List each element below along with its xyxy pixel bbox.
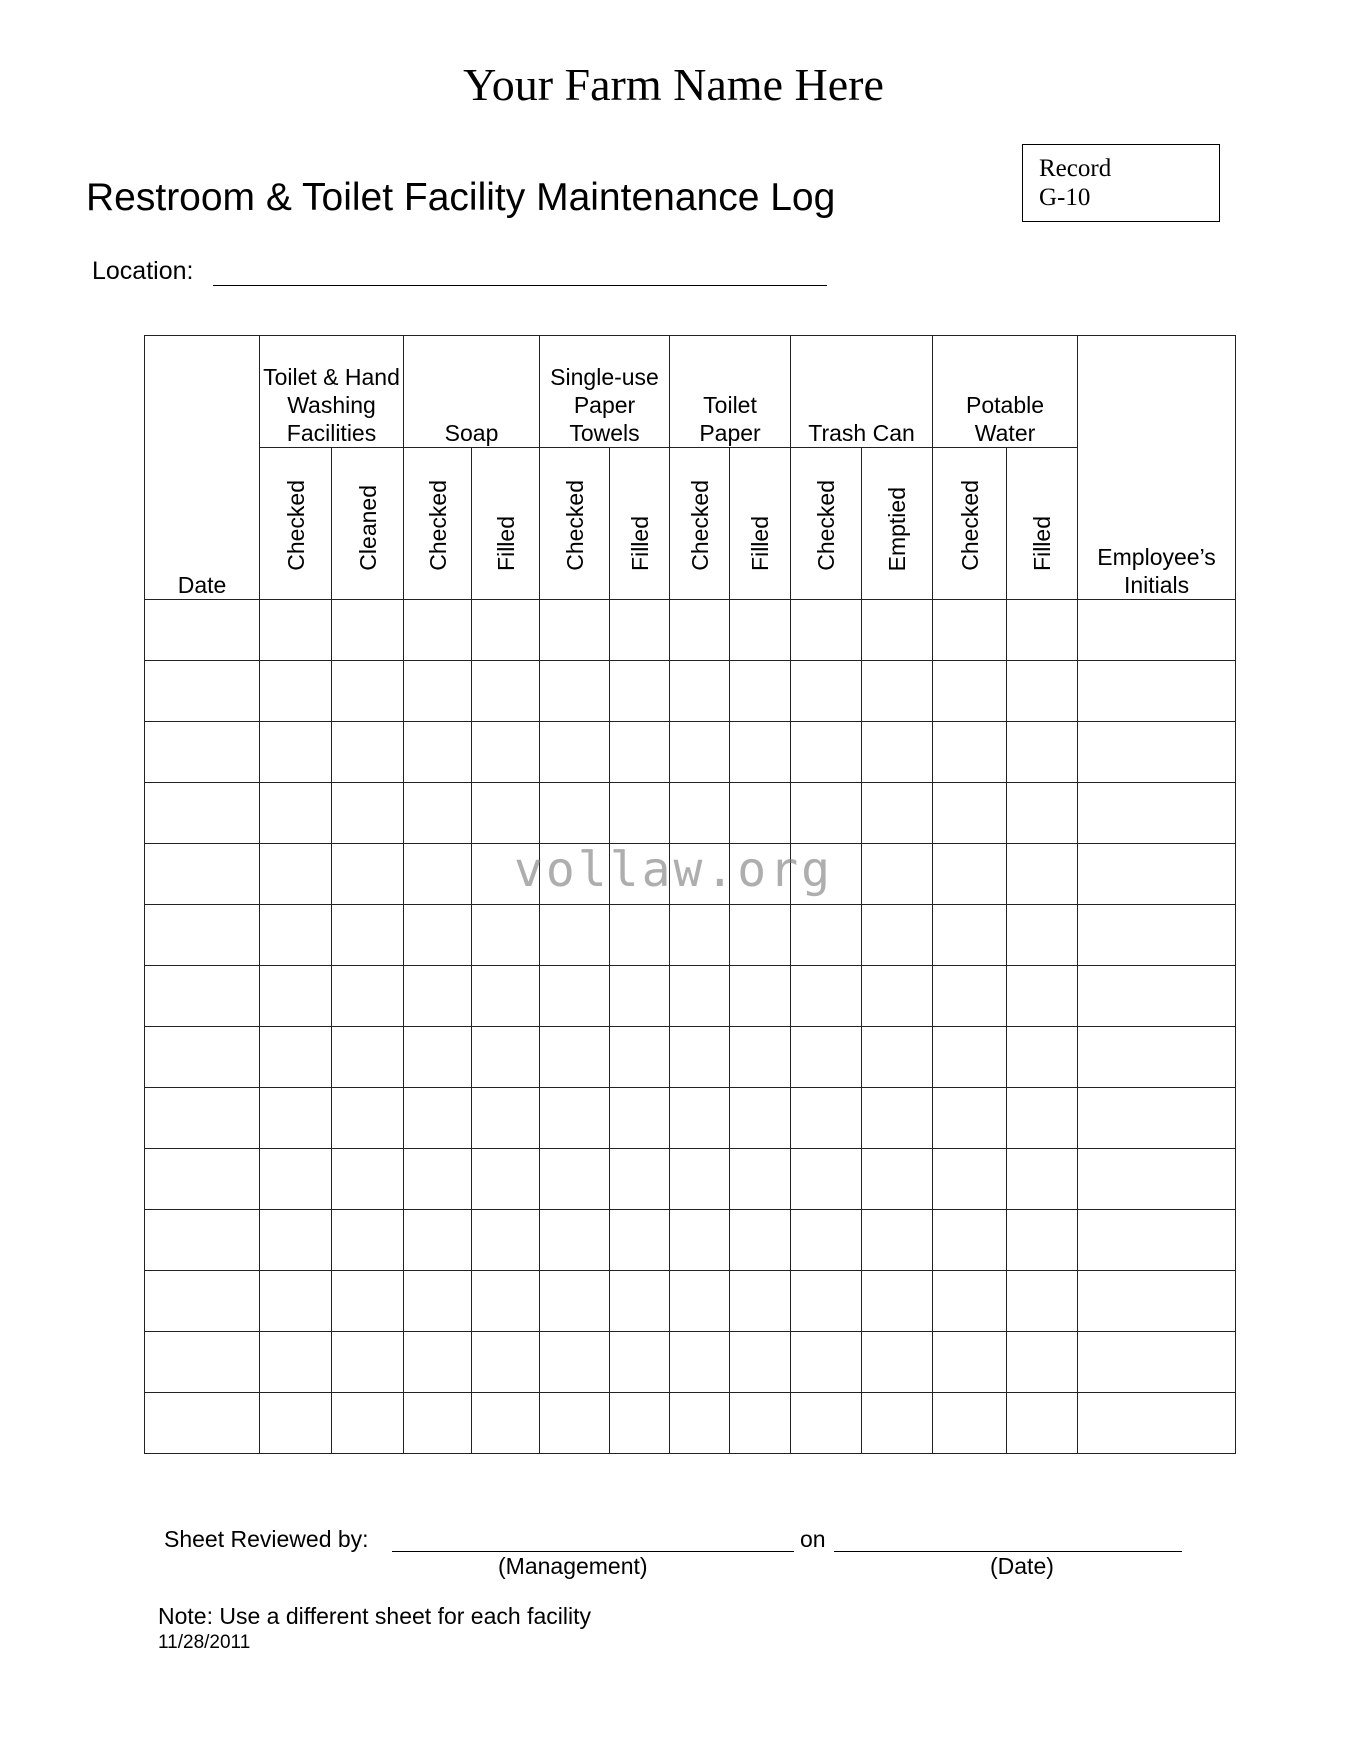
log-entry-cell[interactable] — [540, 966, 610, 1027]
log-entry-cell[interactable] — [933, 1149, 1007, 1210]
group-header-soap: Soap — [404, 336, 540, 448]
log-entry-cell[interactable] — [791, 600, 862, 661]
log-entry-cell[interactable] — [472, 1210, 540, 1271]
log-entry-cell[interactable] — [1007, 783, 1078, 844]
form-title: Restroom & Toilet Facility Maintenance Log — [86, 176, 836, 219]
log-entry-cell[interactable] — [1007, 1088, 1078, 1149]
log-entry-cell[interactable] — [610, 1027, 670, 1088]
log-entry-cell[interactable] — [540, 722, 610, 783]
subheader-cell — [540, 448, 610, 600]
log-entry-cell[interactable] — [332, 600, 404, 661]
log-entry-cell[interactable] — [260, 783, 332, 844]
log-entry-cell[interactable] — [404, 905, 472, 966]
subheader-label: Checked — [424, 480, 451, 571]
log-entry-cell[interactable] — [145, 1271, 260, 1332]
log-entry-cell[interactable] — [332, 1332, 404, 1393]
log-entry-cell[interactable] — [260, 1149, 332, 1210]
log-entry-cell[interactable] — [260, 600, 332, 661]
log-entry-cell[interactable] — [1078, 1088, 1236, 1149]
log-entry-cell[interactable] — [145, 1088, 260, 1149]
subheader-cell — [260, 448, 332, 600]
log-entry-cell[interactable] — [404, 966, 472, 1027]
subheader-label: Checked — [686, 480, 713, 571]
log-entry-cell[interactable] — [730, 966, 791, 1027]
log-entry-cell[interactable] — [933, 1393, 1007, 1454]
log-entry-cell[interactable] — [791, 1332, 862, 1393]
log-entry-cell[interactable] — [670, 1088, 730, 1149]
log-entry-cell[interactable] — [540, 661, 610, 722]
table-row — [145, 1027, 1236, 1088]
log-entry-cell[interactable] — [472, 1332, 540, 1393]
log-entry-cell[interactable] — [332, 661, 404, 722]
log-entry-cell[interactable] — [791, 1027, 862, 1088]
log-entry-cell[interactable] — [670, 1332, 730, 1393]
log-entry-cell[interactable] — [670, 1027, 730, 1088]
subheader-cell — [933, 448, 1007, 600]
log-entry-cell[interactable] — [862, 783, 933, 844]
log-entry-cell[interactable] — [1078, 905, 1236, 966]
group-header-paper-towels: Single-use Paper Towels — [540, 336, 670, 448]
subheader-label: Filled — [747, 516, 774, 571]
log-entry-cell[interactable] — [404, 1393, 472, 1454]
log-entry-cell[interactable] — [1007, 1271, 1078, 1332]
log-entry-cell[interactable] — [730, 1271, 791, 1332]
log-entry-cell[interactable] — [145, 661, 260, 722]
log-entry-cell[interactable] — [332, 1027, 404, 1088]
subheader-label: Checked — [813, 480, 840, 571]
location-label: Location: — [92, 257, 194, 285]
log-entry-cell[interactable] — [670, 1393, 730, 1454]
log-entry-cell[interactable] — [670, 600, 730, 661]
log-entry-cell[interactable] — [730, 722, 791, 783]
log-entry-cell[interactable] — [404, 1027, 472, 1088]
log-entry-cell[interactable] — [791, 1149, 862, 1210]
log-entry-cell[interactable] — [933, 1271, 1007, 1332]
log-entry-cell[interactable] — [540, 1027, 610, 1088]
log-entry-cell[interactable] — [730, 1149, 791, 1210]
record-number: G-10 — [1039, 184, 1091, 211]
log-entry-cell[interactable] — [472, 783, 540, 844]
log-entry-cell[interactable] — [145, 905, 260, 966]
log-entry-cell[interactable] — [404, 722, 472, 783]
log-entry-cell[interactable] — [1078, 1149, 1236, 1210]
log-entry-cell[interactable] — [540, 1210, 610, 1271]
log-entry-cell[interactable] — [540, 600, 610, 661]
log-entry-cell[interactable] — [332, 1393, 404, 1454]
record-box — [1022, 144, 1220, 222]
log-entry-cell[interactable] — [862, 1210, 933, 1271]
log-entry-cell[interactable] — [730, 1027, 791, 1088]
log-entry-cell[interactable] — [472, 1393, 540, 1454]
log-entry-cell[interactable] — [472, 1149, 540, 1210]
log-entry-cell[interactable] — [670, 722, 730, 783]
log-entry-cell[interactable] — [404, 600, 472, 661]
log-entry-cell[interactable] — [332, 722, 404, 783]
subheader-label: Emptied — [884, 486, 911, 571]
subheader-label: Checked — [561, 480, 588, 571]
review-date-line[interactable] — [834, 1551, 1182, 1552]
subheader-label: Filled — [626, 516, 653, 571]
log-entry-cell[interactable] — [540, 1271, 610, 1332]
log-entry-cell[interactable] — [610, 1332, 670, 1393]
log-entry-cell[interactable] — [670, 1149, 730, 1210]
table-row — [145, 722, 1236, 783]
log-entry-cell[interactable] — [730, 905, 791, 966]
log-entry-cell[interactable] — [791, 1210, 862, 1271]
log-entry-cell[interactable] — [260, 1271, 332, 1332]
log-entry-cell[interactable] — [540, 1332, 610, 1393]
log-entry-cell[interactable] — [862, 966, 933, 1027]
log-entry-cell[interactable] — [1007, 661, 1078, 722]
subheader-cell — [472, 448, 540, 600]
log-entry-cell[interactable] — [145, 966, 260, 1027]
subheader-label: Filled — [492, 516, 519, 571]
log-entry-cell[interactable] — [540, 905, 610, 966]
log-entry-cell[interactable] — [862, 1393, 933, 1454]
log-entry-cell[interactable] — [1007, 905, 1078, 966]
log-entry-cell[interactable] — [791, 1088, 862, 1149]
log-entry-cell[interactable] — [145, 1210, 260, 1271]
table-row — [145, 1271, 1236, 1332]
log-entry-cell[interactable] — [730, 783, 791, 844]
log-entry-cell[interactable] — [933, 783, 1007, 844]
log-entry-cell[interactable] — [933, 600, 1007, 661]
log-entry-cell[interactable] — [933, 1332, 1007, 1393]
log-entry-cell[interactable] — [933, 966, 1007, 1027]
subheader-cell — [404, 448, 472, 600]
log-entry-cell[interactable] — [332, 1088, 404, 1149]
log-entry-cell[interactable] — [610, 722, 670, 783]
log-entry-cell[interactable] — [610, 600, 670, 661]
log-entry-cell[interactable] — [540, 1393, 610, 1454]
date-column-header: Date — [145, 336, 260, 600]
table-row — [145, 661, 1236, 722]
log-entry-cell[interactable] — [1007, 600, 1078, 661]
log-entry-cell[interactable] — [260, 1088, 332, 1149]
log-entry-cell[interactable] — [1078, 1027, 1236, 1088]
table-row — [145, 905, 1236, 966]
log-entry-cell[interactable] — [1007, 1210, 1078, 1271]
log-entry-cell[interactable] — [1007, 966, 1078, 1027]
log-entry-cell[interactable] — [260, 1332, 332, 1393]
log-entry-cell[interactable] — [472, 905, 540, 966]
table-row — [145, 600, 1236, 661]
log-entry-cell[interactable] — [145, 600, 260, 661]
log-entry-cell[interactable] — [404, 661, 472, 722]
log-entry-cell[interactable] — [540, 783, 610, 844]
log-entry-cell[interactable] — [260, 722, 332, 783]
log-entry-cell[interactable] — [332, 966, 404, 1027]
subheader-label: Checked — [956, 480, 983, 571]
group-header-trash-can: Trash Can — [791, 336, 933, 448]
log-entry-cell[interactable] — [862, 1088, 933, 1149]
log-entry-cell[interactable] — [1078, 966, 1236, 1027]
log-entry-cell[interactable] — [472, 722, 540, 783]
log-entry-cell[interactable] — [472, 1088, 540, 1149]
subheader-label: Cleaned — [354, 485, 381, 571]
log-entry-cell[interactable] — [145, 1393, 260, 1454]
log-entry-cell[interactable] — [404, 1149, 472, 1210]
group-header-toilet-hand-washing: Toilet & Hand Washing Facilities — [260, 336, 404, 448]
log-entry-cell[interactable] — [791, 1271, 862, 1332]
log-entry-cell[interactable] — [610, 1088, 670, 1149]
reviewer-signature-line[interactable] — [392, 1551, 794, 1552]
log-entry-cell[interactable] — [610, 905, 670, 966]
log-entry-cell[interactable] — [791, 966, 862, 1027]
log-entry-cell[interactable] — [730, 1332, 791, 1393]
date-caption: (Date) — [990, 1553, 1054, 1579]
subheader-label: Filled — [1029, 516, 1056, 571]
subheader-cell — [1007, 448, 1078, 600]
log-entry-cell[interactable] — [472, 966, 540, 1027]
table-row — [145, 783, 1236, 844]
log-entry-cell[interactable] — [332, 1271, 404, 1332]
log-entry-cell[interactable] — [933, 1210, 1007, 1271]
log-entry-cell[interactable] — [933, 661, 1007, 722]
log-entry-cell[interactable] — [730, 661, 791, 722]
initials-column-header: Employee’s Initials — [1078, 336, 1236, 600]
log-entry-cell[interactable] — [404, 1332, 472, 1393]
subheader-cell — [791, 448, 862, 600]
log-entry-cell[interactable] — [933, 1027, 1007, 1088]
log-entry-cell[interactable] — [610, 1149, 670, 1210]
log-entry-cell[interactable] — [260, 1210, 332, 1271]
log-entry-cell[interactable] — [260, 661, 332, 722]
subheader-label: Checked — [282, 480, 309, 571]
management-caption: (Management) — [498, 1553, 648, 1579]
log-entry-cell[interactable] — [1007, 722, 1078, 783]
table-row — [145, 966, 1236, 1027]
log-entry-cell[interactable] — [1078, 661, 1236, 722]
log-entry-cell[interactable] — [1007, 1393, 1078, 1454]
log-entry-cell[interactable] — [332, 905, 404, 966]
log-entry-cell[interactable] — [1078, 783, 1236, 844]
record-label: Record — [1039, 155, 1112, 182]
log-entry-cell[interactable] — [670, 905, 730, 966]
log-entry-cell[interactable] — [145, 1149, 260, 1210]
footer-note: Note: Use a different sheet for each facility — [158, 1603, 591, 1629]
log-body — [145, 600, 1236, 1454]
log-entry-cell[interactable] — [610, 661, 670, 722]
log-entry-cell[interactable] — [933, 722, 1007, 783]
on-label: on — [800, 1526, 826, 1552]
log-entry-cell[interactable] — [1007, 1332, 1078, 1393]
log-entry-cell[interactable] — [730, 1210, 791, 1271]
log-entry-cell[interactable] — [862, 1027, 933, 1088]
reviewed-by-label: Sheet Reviewed by: — [164, 1526, 369, 1552]
log-entry-cell[interactable] — [472, 1027, 540, 1088]
log-entry-cell[interactable] — [404, 1210, 472, 1271]
table-row — [145, 1393, 1236, 1454]
log-entry-cell[interactable] — [610, 1271, 670, 1332]
log-entry-cell[interactable] — [670, 966, 730, 1027]
subheader-cell — [332, 448, 404, 600]
group-header-potable-water: Potable Water — [933, 336, 1078, 448]
log-entry-cell[interactable] — [730, 1393, 791, 1454]
log-entry-cell[interactable] — [260, 966, 332, 1027]
log-entry-cell[interactable] — [260, 1027, 332, 1088]
log-entry-cell[interactable] — [610, 1210, 670, 1271]
log-entry-cell[interactable] — [933, 1088, 1007, 1149]
subheader-cell — [862, 448, 933, 600]
table-row — [145, 1149, 1236, 1210]
farm-name: Your Farm Name Here — [463, 59, 884, 110]
log-entry-cell[interactable] — [332, 1149, 404, 1210]
log-entry-cell[interactable] — [791, 722, 862, 783]
log-entry-cell[interactable] — [862, 1332, 933, 1393]
log-entry-cell[interactable] — [404, 1088, 472, 1149]
log-entry-cell[interactable] — [332, 783, 404, 844]
log-entry-cell[interactable] — [862, 600, 933, 661]
log-entry-cell[interactable] — [540, 1088, 610, 1149]
log-entry-cell[interactable] — [1078, 722, 1236, 783]
log-entry-cell[interactable] — [862, 661, 933, 722]
watermark: vollaw.org — [514, 842, 833, 898]
subheader-cell — [730, 448, 791, 600]
table-row — [145, 1088, 1236, 1149]
log-entry-cell[interactable] — [791, 1393, 862, 1454]
log-entry-cell[interactable] — [145, 783, 260, 844]
log-entry-cell[interactable] — [791, 905, 862, 966]
location-input-line[interactable] — [213, 285, 827, 286]
log-entry-cell[interactable] — [332, 1210, 404, 1271]
log-entry-cell[interactable] — [260, 905, 332, 966]
log-entry-cell[interactable] — [862, 722, 933, 783]
log-entry-cell[interactable] — [1078, 1393, 1236, 1454]
log-entry-cell[interactable] — [610, 783, 670, 844]
log-entry-cell[interactable] — [472, 661, 540, 722]
subheader-cell — [670, 448, 730, 600]
log-entry-cell[interactable] — [670, 783, 730, 844]
log-entry-cell[interactable] — [862, 1149, 933, 1210]
log-entry-cell[interactable] — [145, 1332, 260, 1393]
group-header-toilet-paper: Toilet Paper — [670, 336, 791, 448]
log-entry-cell[interactable] — [791, 661, 862, 722]
log-entry-cell[interactable] — [862, 905, 933, 966]
log-entry-cell[interactable] — [1078, 1210, 1236, 1271]
revision-date: 11/28/2011 — [158, 1632, 251, 1653]
table-row — [145, 1332, 1236, 1393]
log-entry-cell[interactable] — [1078, 1271, 1236, 1332]
subheader-cell — [610, 448, 670, 600]
log-entry-cell[interactable] — [404, 783, 472, 844]
log-entry-cell[interactable] — [260, 1393, 332, 1454]
log-entry-cell[interactable] — [1007, 1027, 1078, 1088]
log-entry-cell[interactable] — [730, 600, 791, 661]
log-entry-cell[interactable] — [472, 600, 540, 661]
table-row — [145, 1210, 1236, 1271]
log-entry-cell[interactable] — [145, 722, 260, 783]
log-entry-cell[interactable] — [610, 1393, 670, 1454]
log-entry-cell[interactable] — [540, 1149, 610, 1210]
log-entry-cell[interactable] — [862, 1271, 933, 1332]
log-entry-cell[interactable] — [670, 1210, 730, 1271]
log-entry-cell[interactable] — [145, 1027, 260, 1088]
log-entry-cell[interactable] — [670, 661, 730, 722]
log-entry-cell[interactable] — [1007, 1149, 1078, 1210]
log-entry-cell[interactable] — [730, 1088, 791, 1149]
log-entry-cell[interactable] — [1078, 1332, 1236, 1393]
log-entry-cell[interactable] — [791, 783, 862, 844]
log-entry-cell[interactable] — [933, 905, 1007, 966]
log-entry-cell[interactable] — [472, 1271, 540, 1332]
log-entry-cell[interactable] — [610, 966, 670, 1027]
log-entry-cell[interactable] — [670, 1271, 730, 1332]
log-entry-cell[interactable] — [404, 1271, 472, 1332]
log-entry-cell[interactable] — [1078, 600, 1236, 661]
